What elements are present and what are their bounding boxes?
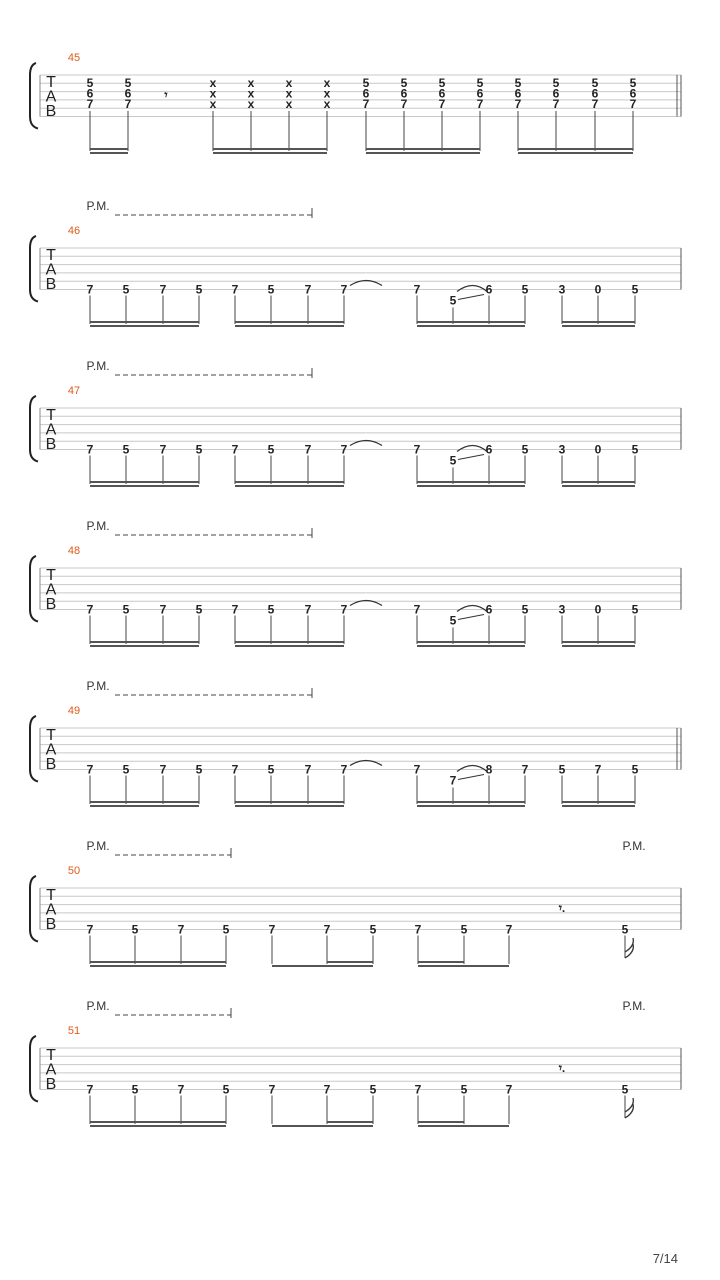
beam	[235, 801, 344, 803]
beam	[562, 645, 635, 647]
fret-number: 6	[485, 442, 493, 457]
fret-number: 7	[323, 922, 331, 937]
fret-number: 5	[267, 442, 275, 457]
fret-number: x	[247, 96, 255, 111]
tab-clef-letter: T	[46, 74, 56, 91]
tab-clef-letter: B	[45, 596, 57, 613]
beam	[417, 645, 525, 647]
fret-number: x	[209, 76, 217, 90]
fret-number: 5	[369, 1082, 377, 1097]
fret-number: 7	[304, 282, 312, 297]
fret-number: 5	[591, 76, 599, 90]
beam	[90, 1121, 226, 1123]
beam	[417, 801, 525, 803]
fret-number: 7	[231, 442, 239, 457]
system-50	[30, 839, 681, 967]
fret-number: 5	[521, 442, 529, 457]
tab-clef-letter: T	[46, 727, 56, 744]
fret-number: 6	[86, 86, 94, 101]
fret-number: 6	[438, 86, 446, 101]
slide-line	[458, 455, 484, 460]
fret-number: 5	[476, 76, 484, 90]
fret-number: 0	[594, 442, 602, 457]
fret-number: 7	[340, 762, 348, 777]
fret-number: 7	[629, 96, 637, 111]
fret-number: 5	[131, 1082, 139, 1097]
tab-clef-letter: A	[45, 1061, 57, 1079]
beam	[417, 325, 525, 327]
fret-number: 5	[521, 282, 529, 297]
fret-number: 7	[86, 762, 94, 777]
beam	[213, 148, 327, 150]
beam	[417, 321, 525, 323]
beam	[562, 325, 635, 327]
fret-number: 7	[231, 762, 239, 777]
fret-number: 7	[438, 96, 446, 111]
system-brace	[30, 63, 38, 129]
beam	[235, 321, 344, 323]
fret-number: 0	[594, 282, 602, 297]
measure-number: 45	[67, 52, 81, 64]
fret-number: 7	[449, 773, 457, 788]
fret-number: x	[285, 86, 293, 101]
palm-mute-label: P.M.	[86, 199, 110, 213]
fret-number: 7	[304, 602, 312, 617]
system-51	[30, 999, 681, 1127]
palm-mute-label: P.M.	[86, 519, 110, 533]
beam	[235, 645, 344, 647]
system-brace	[30, 396, 38, 462]
fret-number: 7	[304, 442, 312, 457]
fret-number: 7	[323, 1082, 331, 1097]
beam	[235, 641, 344, 643]
system-49	[30, 679, 681, 807]
fret-number: 5	[438, 76, 446, 90]
tab-clef-letter: T	[46, 247, 56, 264]
fret-number: 5	[267, 602, 275, 617]
fret-number: 7	[400, 96, 408, 111]
tab-clef-letter: A	[45, 88, 57, 106]
beam	[272, 965, 373, 967]
fret-number: x	[285, 76, 293, 90]
fret-number: 5	[267, 282, 275, 297]
system-brace	[30, 716, 38, 782]
beam	[90, 321, 199, 323]
fret-number: 5	[521, 602, 529, 617]
fret-number: 7	[86, 922, 94, 937]
beam	[213, 152, 327, 154]
tab-clef-letter: A	[45, 581, 57, 599]
dotted-rest-icon: 𝄾.	[558, 1061, 566, 1075]
fret-number: 5	[460, 1082, 468, 1097]
fret-number: 5	[122, 762, 130, 777]
beam	[235, 805, 344, 807]
fret-number: 7	[86, 1082, 94, 1097]
fret-number: 5	[449, 293, 457, 308]
fret-number: 6	[124, 86, 132, 101]
fret-number: 5	[124, 76, 132, 90]
beam	[235, 325, 344, 327]
fret-number: 7	[159, 602, 167, 617]
fret-number: 5	[195, 602, 203, 617]
page-number: 7/14	[652, 1251, 678, 1266]
beam	[418, 965, 509, 967]
measure-number: 46	[67, 225, 81, 237]
beam	[418, 961, 464, 963]
beam	[518, 152, 633, 154]
fret-number: 6	[485, 602, 493, 617]
fret-number: 5	[631, 442, 639, 457]
beam	[90, 965, 226, 967]
palm-mute-label: P.M.	[86, 359, 110, 373]
tab-clef-letter: B	[45, 436, 57, 453]
beam	[90, 961, 226, 963]
fret-number: x	[247, 86, 255, 101]
tab-clef-letter: A	[45, 901, 57, 919]
beam	[518, 148, 633, 150]
fret-number: x	[323, 96, 331, 111]
fret-number: 5	[122, 282, 130, 297]
beam	[562, 805, 635, 807]
fret-number: x	[209, 86, 217, 101]
fret-number: 7	[86, 282, 94, 297]
beam	[90, 148, 128, 150]
palm-mute-label: P.M.	[622, 839, 646, 853]
fret-number: 5	[460, 922, 468, 937]
fret-number: 5	[514, 76, 522, 90]
tab-clef-letter: T	[46, 567, 56, 584]
measure-number: 50	[67, 865, 81, 877]
beam	[562, 481, 635, 483]
beam	[90, 801, 199, 803]
fret-number: 3	[558, 442, 566, 457]
beam	[90, 645, 199, 647]
tab-clef-letter: B	[45, 916, 57, 933]
fret-number: 7	[521, 762, 529, 777]
beam	[235, 485, 344, 487]
fret-number: 5	[631, 762, 639, 777]
beam	[418, 1121, 464, 1123]
fret-number: 5	[558, 762, 566, 777]
beam	[417, 485, 525, 487]
system-47	[30, 359, 681, 487]
beam	[366, 148, 480, 150]
system-45	[30, 52, 681, 154]
palm-mute-label: P.M.	[86, 999, 110, 1013]
system-48	[30, 519, 681, 647]
fret-number: 7	[177, 1082, 185, 1097]
tab-clef-letter: A	[45, 741, 57, 759]
beam	[562, 321, 635, 323]
beam	[90, 152, 128, 154]
tab-clef-letter: B	[45, 103, 57, 120]
fret-number: 7	[413, 442, 421, 457]
fret-number: 5	[631, 282, 639, 297]
beam	[90, 805, 199, 807]
fret-number: x	[209, 96, 217, 111]
beam	[417, 641, 525, 643]
fret-number: 7	[552, 96, 560, 111]
tab-clef-letter: B	[45, 1076, 57, 1093]
fret-number: 7	[159, 442, 167, 457]
tab-clef-letter: T	[46, 1047, 56, 1064]
system-46	[30, 199, 681, 327]
fret-number: 5	[131, 922, 139, 937]
slur-arc	[457, 286, 487, 292]
fret-number: 5	[267, 762, 275, 777]
beam	[327, 961, 373, 963]
fret-number: x	[247, 76, 255, 90]
fret-number: 7	[124, 96, 132, 111]
fret-number: 5	[122, 602, 130, 617]
fret-number: 7	[268, 1082, 276, 1097]
slide-line	[458, 775, 484, 780]
beam	[417, 805, 525, 807]
slur-arc	[457, 766, 487, 772]
fret-number: 6	[485, 282, 493, 297]
beam	[366, 152, 480, 154]
fret-number: 5	[449, 613, 457, 628]
tab-clef-letter: A	[45, 261, 57, 279]
fret-number: 5	[362, 76, 370, 90]
slide-line	[458, 615, 484, 620]
fret-number: x	[323, 86, 331, 101]
beam	[562, 801, 635, 803]
tab-clef-letter: B	[45, 756, 57, 773]
fret-number: 6	[629, 86, 637, 101]
tab-clef-letter: T	[46, 407, 56, 424]
measure-number: 47	[67, 385, 81, 397]
fret-number: 3	[558, 602, 566, 617]
tab-clef-letter: B	[45, 276, 57, 293]
beam	[90, 641, 199, 643]
fret-number: 6	[400, 86, 408, 101]
fret-number: 5	[400, 76, 408, 90]
fret-number: 7	[413, 762, 421, 777]
fret-number: 5	[222, 1082, 230, 1097]
fret-number: 7	[231, 282, 239, 297]
beam	[90, 481, 199, 483]
dotted-rest-icon: 𝄾.	[558, 901, 566, 915]
beam	[327, 1121, 373, 1123]
fret-number: 7	[413, 282, 421, 297]
beam	[90, 485, 199, 487]
beam	[562, 485, 635, 487]
fret-number: 5	[195, 442, 203, 457]
fret-number: 5	[86, 76, 94, 90]
beam	[90, 325, 199, 327]
fret-number: 7	[86, 602, 94, 617]
system-brace	[30, 876, 38, 942]
fret-number: 7	[414, 922, 422, 937]
fret-number: x	[285, 96, 293, 111]
fret-number: 6	[552, 86, 560, 101]
fret-number: 5	[629, 76, 637, 90]
fret-number: 5	[449, 453, 457, 468]
fret-number: 6	[514, 86, 522, 101]
fret-number: 3	[558, 282, 566, 297]
fret-number: 5	[552, 76, 560, 90]
fret-number: 5	[621, 1082, 629, 1097]
fret-number: 7	[413, 602, 421, 617]
palm-mute-label: P.M.	[86, 839, 110, 853]
eighth-rest-icon: 𝄾	[164, 88, 168, 102]
fret-number: 6	[362, 86, 370, 101]
beam	[235, 481, 344, 483]
fret-number: 6	[591, 86, 599, 101]
fret-number: 7	[86, 442, 94, 457]
beam	[418, 1125, 509, 1127]
slide-line	[458, 295, 484, 300]
beam	[417, 481, 525, 483]
fret-number: 7	[340, 282, 348, 297]
fret-number: 7	[268, 922, 276, 937]
measure-number: 48	[67, 545, 81, 557]
fret-number: 7	[86, 96, 94, 111]
fret-number: 7	[304, 762, 312, 777]
fret-number: 5	[621, 922, 629, 937]
fret-number: 5	[195, 762, 203, 777]
fret-number: 7	[594, 762, 602, 777]
fret-number: 7	[505, 1082, 513, 1097]
system-brace	[30, 1036, 38, 1102]
fret-number: 5	[631, 602, 639, 617]
fret-number: 7	[591, 96, 599, 111]
beam	[90, 1125, 226, 1127]
fret-number: 5	[222, 922, 230, 937]
slur-arc	[457, 606, 487, 612]
fret-number: 7	[159, 762, 167, 777]
tab-clef-letter: A	[45, 421, 57, 439]
system-brace	[30, 556, 38, 622]
fret-number: 5	[369, 922, 377, 937]
fret-number: 7	[340, 602, 348, 617]
fret-number: 7	[159, 282, 167, 297]
measure-number: 51	[67, 1025, 81, 1037]
fret-number: 7	[414, 1082, 422, 1097]
fret-number: 8	[485, 762, 493, 777]
slur-arc	[457, 446, 487, 452]
beam	[562, 641, 635, 643]
fret-number: 6	[476, 86, 484, 101]
system-brace	[30, 236, 38, 302]
fret-number: 7	[505, 922, 513, 937]
fret-number: 7	[514, 96, 522, 111]
beam	[272, 1125, 373, 1127]
measure-number: 49	[67, 705, 81, 717]
palm-mute-label: P.M.	[622, 999, 646, 1013]
fret-number: 5	[122, 442, 130, 457]
fret-number: x	[323, 76, 331, 90]
fret-number: 7	[177, 922, 185, 937]
fret-number: 0	[594, 602, 602, 617]
fret-number: 7	[340, 442, 348, 457]
tab-clef-letter: T	[46, 887, 56, 904]
fret-number: 7	[476, 96, 484, 111]
fret-number: 7	[362, 96, 370, 111]
fret-number: 5	[195, 282, 203, 297]
fret-number: 7	[231, 602, 239, 617]
palm-mute-label: P.M.	[86, 679, 110, 693]
